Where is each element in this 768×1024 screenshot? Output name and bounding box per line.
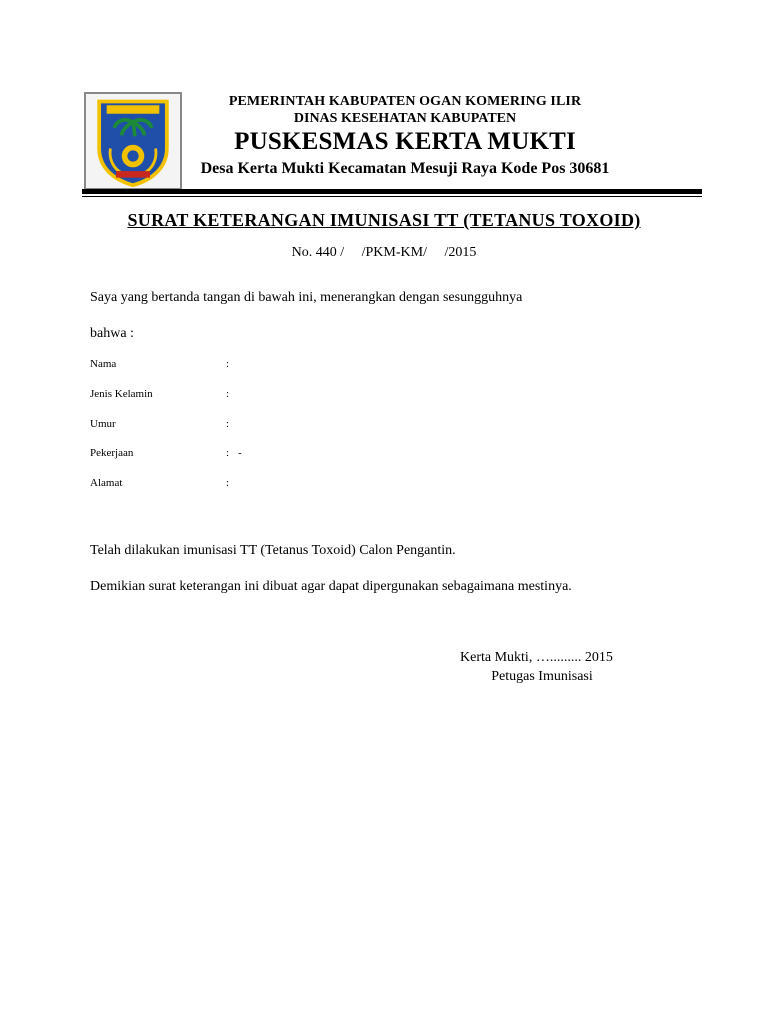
letterhead-divider-thin xyxy=(82,196,702,197)
intro-paragraph: Saya yang bertanda tangan di bawah ini, menerangkan dengan sesungguhnya xyxy=(90,290,523,305)
letterhead-divider-thick xyxy=(82,189,702,194)
agency-name: DINAS KESEHATAN KABUPATEN xyxy=(293,111,517,126)
document-title: SURAT KETERANGAN IMUNISASI TT (TETANUS TOXOID) xyxy=(127,210,641,230)
institution-address: Desa Kerta Mukti Kecamatan Mesuji Raya Kode Pos 30681 xyxy=(200,160,610,177)
regency-emblem-graphic xyxy=(86,94,180,188)
institution-title: PUSKESMAS KERTA MUKTI xyxy=(234,128,576,155)
field-separator: : xyxy=(226,447,230,459)
field-label: Alamat xyxy=(90,477,123,489)
signature-role: Petugas Imunisasi xyxy=(491,669,593,684)
bahwa-text: bahwa : xyxy=(90,326,134,341)
field-label: Jenis Kelamin xyxy=(90,388,153,400)
field-value: - xyxy=(238,447,242,459)
government-name: PEMERINTAH KABUPATEN OGAN KOMERING ILIR xyxy=(228,94,582,109)
field-separator: : xyxy=(226,477,230,489)
field-label: Pekerjaan xyxy=(90,447,134,459)
document-number: No. 440 / /PKM-KM/ /2015 xyxy=(291,245,477,260)
field-separator: : xyxy=(226,358,230,370)
field-label: Umur xyxy=(90,418,116,430)
field-label: Nama xyxy=(90,358,117,370)
immunization-statement: Telah dilakukan imunisasi TT (Tetanus Toxoid) Calon Pengantin. xyxy=(90,543,456,558)
field-separator: : xyxy=(226,418,230,430)
regency-emblem-icon xyxy=(84,92,182,190)
closing-paragraph: Demikian surat keterangan ini dibuat agar dapat dipergunakan sebagaimana mestinya. xyxy=(90,579,572,594)
signature-place-date: Kerta Mukti, …......... 2015 xyxy=(460,650,613,665)
field-separator: : xyxy=(226,388,230,400)
